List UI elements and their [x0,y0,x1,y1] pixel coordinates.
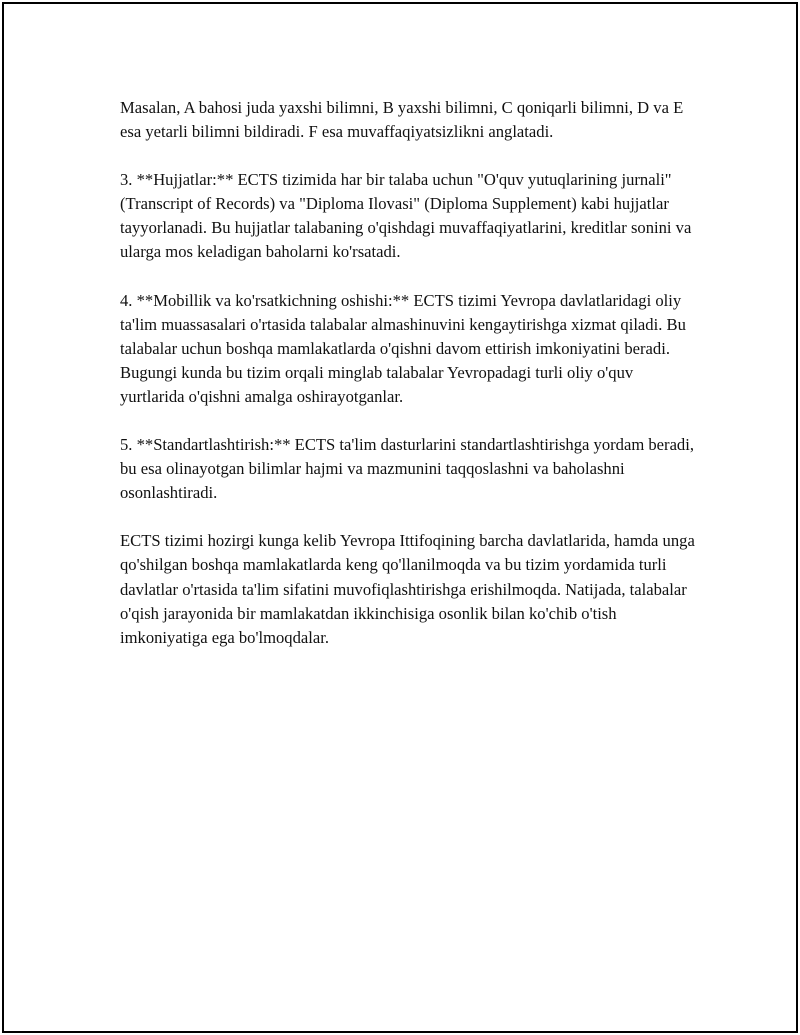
page-frame [2,2,798,1033]
document-body [120,96,700,674]
paragraph-documents: 3. **Hujjatlar:** ECTS tizimida har bir talaba uchun "O'quv yutuqlarining jurnali" (Transcript of Records) va "Diploma Ilovasi" (Diploma Supplement) kabi hujjatlar tayyorlanadi. Bu hujjatlar talabaning o'qishdagi muvaffaqiyatlarini, kreditlar sonini va ularga mos keladigan baholarni ko'rsatadi. [120,170,692,262]
paragraph-conclusion: ECTS tizimi hozirgi kunga kelib Yevropa Ittifoqining barcha davlatlarida, hamda unga qo'shilgan boshqa mamlakatlarda keng qo'llanilmoqda va bu tizim yordamida turli davlatlar o'rtasida ta'lim sifatini muvofiqlashtirishga erishilmoqda. Natijada, talabalar o'qish jarayonida bir mamlakatdan ikkinchisiga osonlik bilan ko'chib o'tish imkoniyatiga ega bo'lmoqdalar. [120,531,695,647]
paragraph-standardization: 5. **Standartlashtirish:** ECTS ta'lim dasturlarini standartlashtirishga yordam beradi, bu esa olinayotgan bilimlar hajmi va mazmunini taqqoslashni va baholashni osonlashtiradi. [120,435,694,503]
paragraph-mobility: 4. **Mobillik va ko'rsatkichning oshishi:** ECTS tizimi Yevropa davlatlaridagi oliy ta'lim muassasalari o'rtasida talabalar almashinuvini kengaytirishga xizmat qiladi. Bu talabalar uchun boshqa mamlakatlarda o'qishni davom ettirish imkoniyatini beradi. Bugungi kunda bu tizim orqali minglab talabalar Yevropadagi turli oliy o'quv yurtlarida o'qishni amalga oshirayotganlar. [120,290,686,406]
paragraph-grades: Masalan, A bahosi juda yaxshi bilimni, B yaxshi bilimni, C qoniqarli bilimni, D va E esa yetarli bilimni bildiradi. F esa muvaffaqiyatsizlikni anglatadi. [120,98,684,142]
